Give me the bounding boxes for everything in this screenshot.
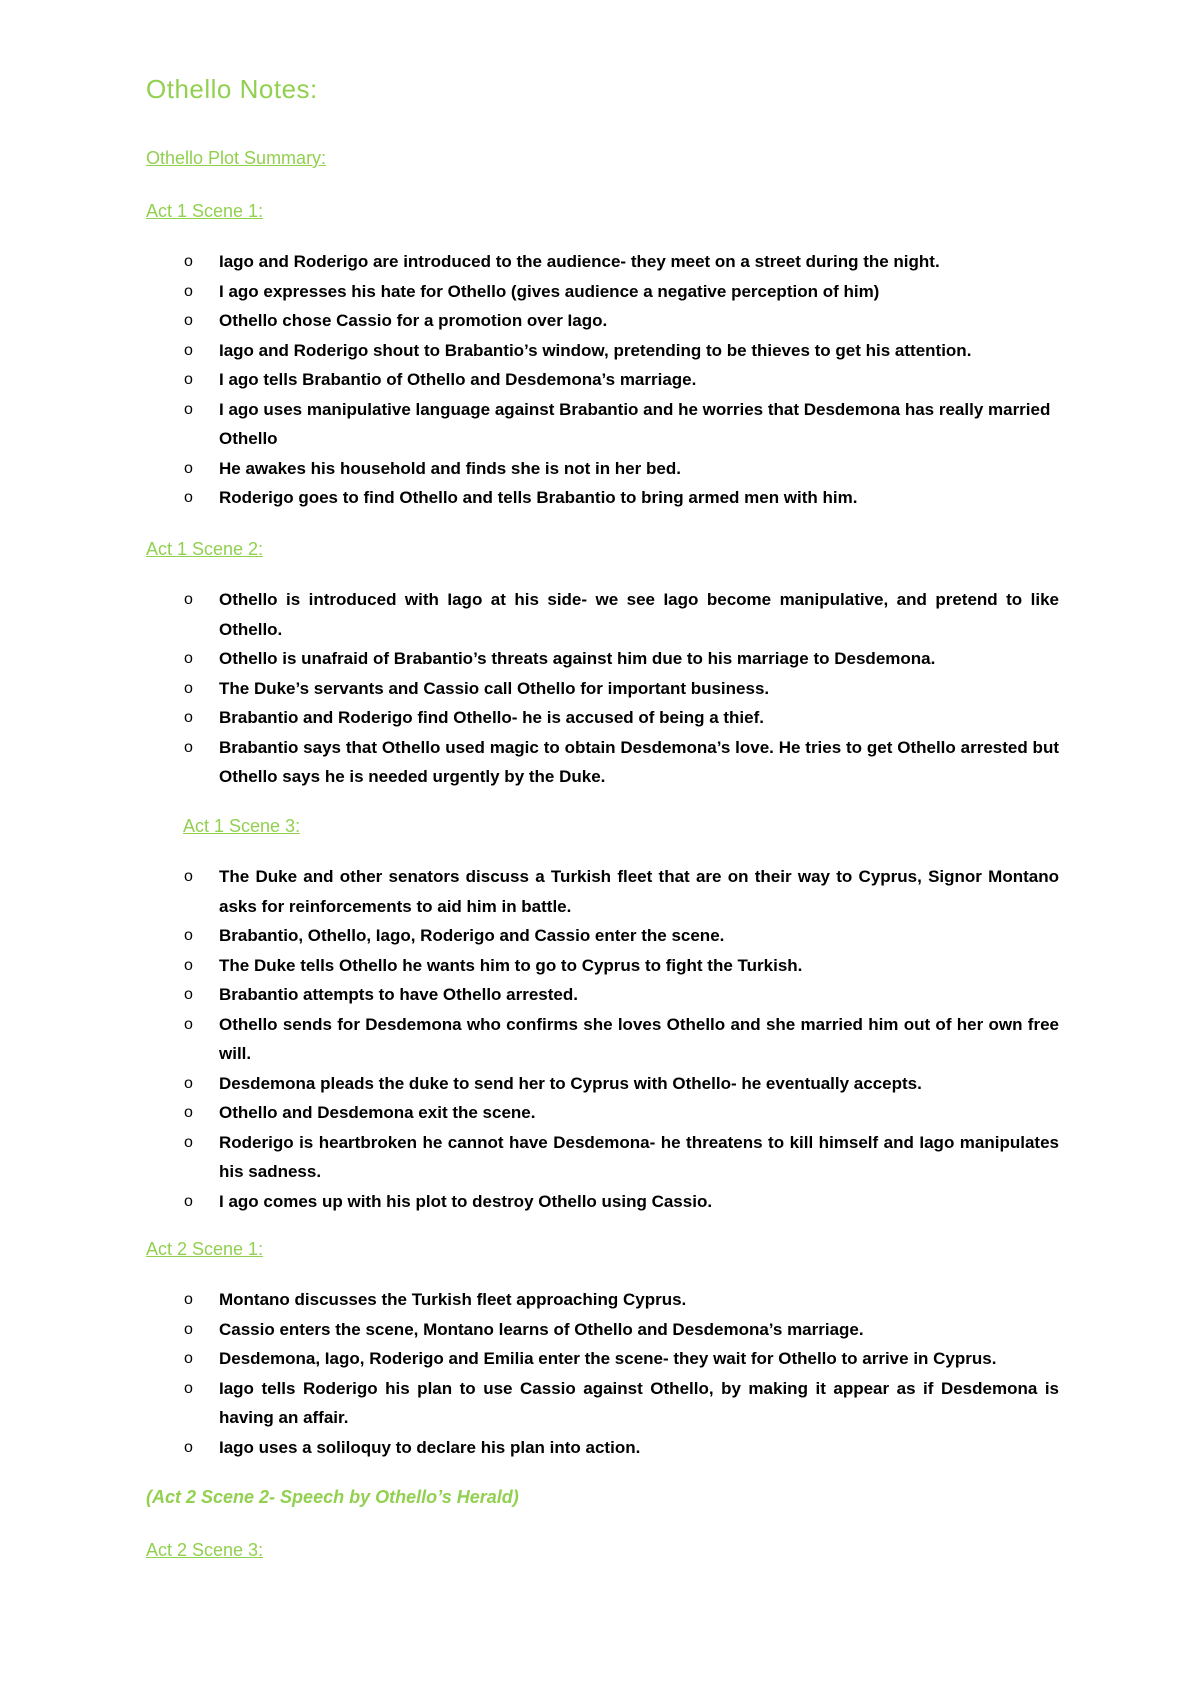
bullet-icon: o [184,709,193,726]
list-item: o Brabantio attempts to have Othello arrested. [0,980,1059,1010]
section-heading-act1-scene3: Act 1 Scene 3: [183,816,301,836]
list-item: o Cassio enters the scene, Montano learns of Othello and Desdemona’s marriage. [0,1315,1059,1345]
section-heading-act2-scene3: Act 2 Scene 3: [146,1540,264,1560]
list-item: o Othello is introduced with Iago at his side- we see Iago become manipulative, and pretend to like Othello. [0,585,1059,644]
list-item: o Brabantio, Othello, Iago, Roderigo and Cassio enter the scene. [0,921,1059,951]
list-item: o The Duke tells Othello he wants him to go to Cyprus to fight the Turkish. [0,951,1059,981]
list-item: o Brabantio and Roderigo find Othello- he is accused of being a thief. [0,703,1059,733]
list-item: o Montano discusses the Turkish fleet approaching Cyprus. [0,1285,1059,1315]
bullet-list-act1-scene1 [0,247,1200,513]
bullet-list-act1-scene2 [0,585,1200,792]
bullet-icon: o [184,927,193,944]
bullet-icon: o [184,738,193,756]
bullet-icon: o [184,956,193,974]
bullet-list-act2-scene1 [0,1285,1200,1462]
list-item: o Othello sends for Desdemona who confirms she loves Othello and she married him out of her own free will. [0,1010,1059,1069]
bullet-icon: o [184,1104,193,1121]
document-title: Othello Notes: [146,74,318,104]
list-item: o Roderigo goes to find Othello and tells Brabantio to bring armed men with him. [0,483,1059,513]
list-item: o He awakes his household and finds she is not in her bed. [0,454,1059,484]
bullet-icon: o [184,1133,193,1151]
bullet-icon: o [184,489,193,506]
list-item: o The Duke and other senators discuss a Turkish fleet that are on their way to Cyprus, Signor Montano asks for reinforcements to aid him in battle. [0,862,1059,921]
bullet-icon: o [184,1015,193,1033]
list-item: o Iago and Roderigo are introduced to the audience- they meet on a street during the night. [0,247,1059,277]
bullet-icon: o [184,371,193,388]
bullet-icon: o [184,253,193,270]
list-item: o I ago comes up with his plot to destroy Othello using Cassio. [0,1187,1059,1217]
list-item: o Iago and Roderigo shout to Brabantio’s window, pretending to be thieves to get his attention. [0,336,1059,366]
section-heading-act1-scene2: Act 1 Scene 2: [146,539,264,559]
bullet-icon: o [184,312,193,329]
bullet-icon: o [184,679,193,697]
bullet-icon: o [184,591,193,608]
list-item: o Othello is unafraid of Brabantio’s threats against him due to his marriage to Desdemona. [0,644,1059,674]
list-item: o I ago uses manipulative language against Brabantio and he worries that Desdemona has really married Othello [0,395,1059,454]
bullet-icon: o [184,1074,193,1092]
section-heading-act1-scene1: Act 1 Scene 1: [146,201,264,221]
list-item: o Othello chose Cassio for a promotion over Iago. [0,306,1059,336]
bullet-icon: o [184,459,193,477]
bullet-icon: o [184,282,193,300]
section-heading-act2-scene2: (Act 2 Scene 2- Speech by Othello’s Herald) [146,1487,519,1507]
list-item: o Othello and Desdemona exit the scene. [0,1098,1059,1128]
list-item: o I ago expresses his hate for Othello (gives audience a negative perception of him) [0,277,1059,307]
bullet-icon: o [184,1350,193,1367]
list-item: o Iago uses a soliloquy to declare his plan into action. [0,1433,1059,1463]
list-item: o Iago tells Roderigo his plan to use Cassio against Othello, by making it appear as if Desdemona is having an affair. [0,1374,1059,1433]
bullet-icon: o [184,986,193,1003]
list-item: o Desdemona pleads the duke to send her to Cyprus with Othello- he eventually accepts. [0,1069,1059,1099]
bullet-icon: o [184,650,193,667]
bullet-icon: o [184,1291,193,1308]
bullet-icon: o [184,868,193,885]
bullet-icon: o [184,1438,193,1456]
bullet-icon: o [184,1320,193,1338]
list-item: o Brabantio says that Othello used magic to obtain Desdemona’s love. He tries to get Othello arrested but Othello says he is needed urgently by the Duke. [0,733,1059,792]
plot-summary-heading: Othello Plot Summary: [146,148,327,168]
bullet-icon: o [184,341,193,359]
list-item: o Roderigo is heartbroken he cannot have Desdemona- he threatens to kill himself and Iago manipulates his sadness. [0,1128,1059,1187]
bullet-icon: o [184,1192,193,1210]
section-heading-act2-scene1: Act 2 Scene 1: [146,1239,264,1259]
list-item: o Desdemona, Iago, Roderigo and Emilia enter the scene- they wait for Othello to arrive in Cyprus. [0,1344,1059,1374]
list-item: o I ago tells Brabantio of Othello and Desdemona’s marriage. [0,365,1059,395]
bullet-icon: o [184,400,193,418]
bullet-icon: o [184,1379,193,1397]
list-item: o The Duke’s servants and Cassio call Othello for important business. [0,674,1059,704]
bullet-list-act1-scene3 [0,862,1200,1216]
